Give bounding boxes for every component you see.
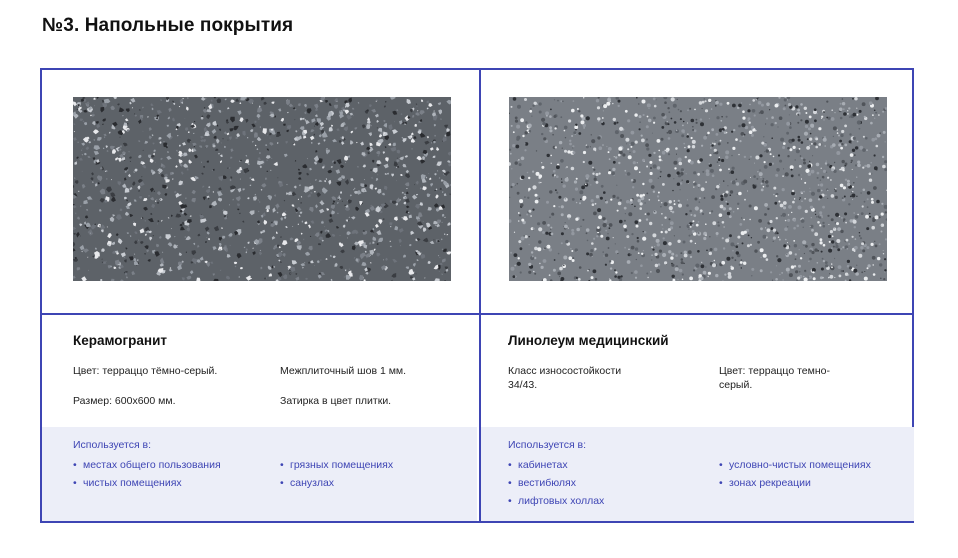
bullet-icon: • [508,459,512,471]
usage-panel-porcelain [42,427,477,521]
flooring-comparison-grid [40,68,914,523]
spec-grout-porcelain: Затирка в цвет плитки. [280,395,392,407]
usage-list-linoleum-col2 [719,456,871,492]
spec-size-porcelain: Размер: 600х600 мм. [73,395,176,407]
bullet-icon: • [719,477,723,489]
porcelain-tile-image [73,97,451,281]
list-item: • условно-чистых помещениях [719,456,871,474]
spec-wear-class-linoleum: Класс износостойкости 34/43. [508,365,622,391]
bullet-icon: • [280,477,284,489]
card-title-linoleum: Линолеум медицинский [508,333,669,348]
list-item: • лифтовых холлах [508,492,604,510]
list-item: • чистых помещениях [73,474,221,492]
list-item: • санузлах [280,474,393,492]
usage-title-linoleum: Используется в: [508,439,587,451]
list-item: • кабинетах [508,456,604,474]
bullet-icon: • [73,477,77,489]
spec-color-porcelain: Цвет: терраццо тёмно-серый. [73,365,218,377]
usage-title-porcelain: Используется в: [73,439,152,451]
list-item: • зонах рекреации [719,474,871,492]
linoleum-image [509,97,887,281]
usage-list-porcelain-col1 [73,456,221,492]
bullet-icon: • [280,459,284,471]
bullet-icon: • [719,459,723,471]
spec-color-linoleum: Цвет: терраццо темно-серый. [719,365,830,391]
usage-panel-linoleum [481,427,914,521]
bullet-icon: • [73,459,77,471]
bullet-icon: • [508,495,512,507]
list-item: • грязных помещениях [280,456,393,474]
list-item: • вестибюлях [508,474,604,492]
usage-list-porcelain-col2 [280,456,393,492]
list-item: • местах общего пользования [73,456,221,474]
grid-divider-horizontal [42,313,912,315]
spec-joint-porcelain: Межплиточный шов 1 мм. [280,365,407,377]
usage-list-linoleum-col1 [508,456,604,510]
card-title-porcelain: Керамогранит [73,333,167,348]
page-title: №3. Напольные покрытия [42,15,294,36]
bullet-icon: • [508,477,512,489]
